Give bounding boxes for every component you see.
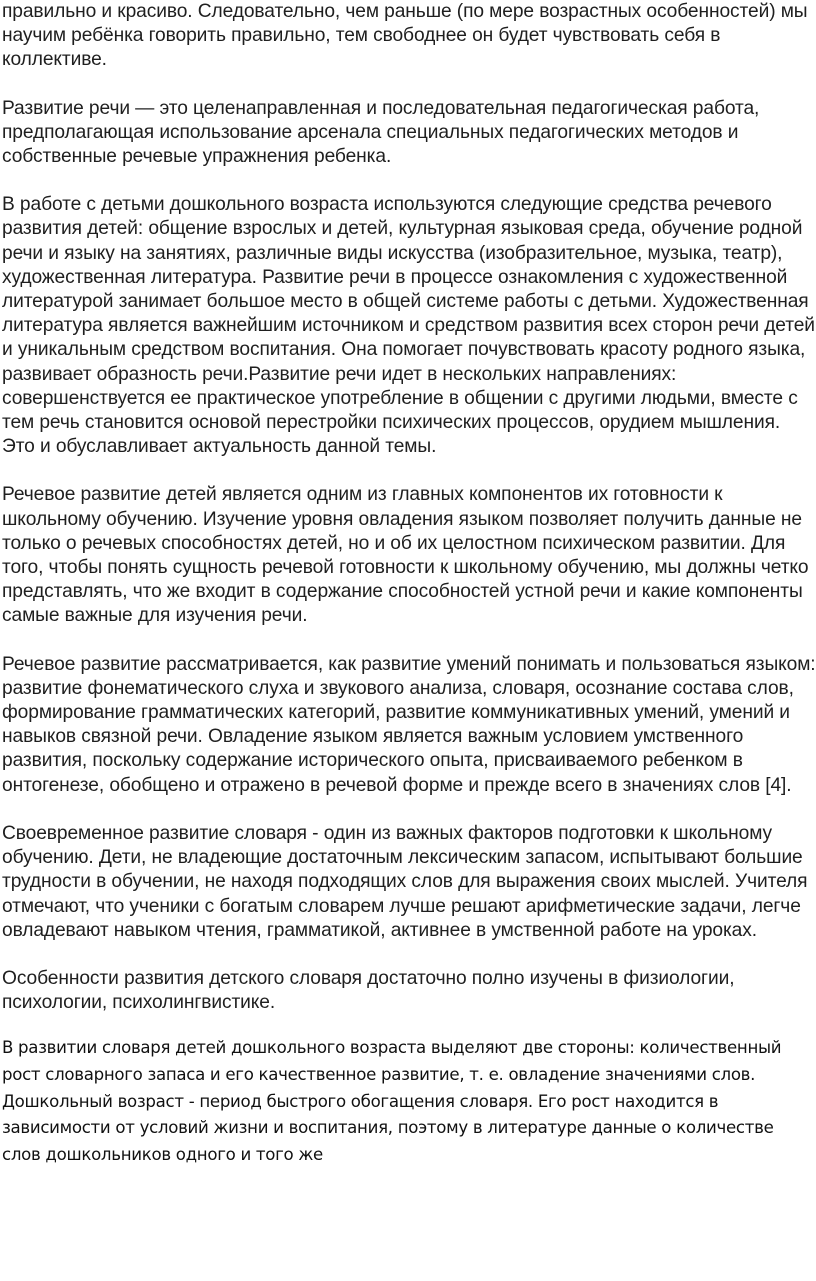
paragraph-speech-definition: Развитие речи — это целенаправленная и последовательная педагогическая работа, предполагающая использование арсенала специальных педагогических методов и собственные речевые упражнения ребенка. bbox=[2, 97, 760, 168]
paragraph-gap bbox=[2, 943, 816, 967]
paragraph-gap bbox=[2, 459, 816, 483]
paragraph-gap bbox=[2, 1015, 816, 1035]
paragraph-school-readiness: Речевое развитие детей является одним из главных компонентов их готовности к школьному обучению. Изучение уровня овладения языком позволяет получить данные не только о речевых способностях детей, но и об их целостном психическом развитии. Для того, чтобы понять сущность речевой готовности к школьному обучению, мы должны четко представлять, что же входит в содержание способностей устной речи и какие компоненты самые важные для изучения речи. bbox=[2, 484, 809, 627]
paragraph-means-of-development: В работе с детьми дошкольного возраста используются следующие средства речевого развития детей: общение взрослых и детей, культурная языковая среда, обучение родной речи и языку на занятиях, различные виды искусства (изобразительное, музыка, театр), художественная литература. Развитие речи в процессе ознакомления с художественной литературой занимает большое место в общей системе работы с детьми. Художественная литература является важнейшим источником и средством развития всех сторон речи детей и уникальным средством воспитания. Она помогает почувствовать красоту родного языка, развивает образность речи.Развитие речи идет в нескольких направлениях: совершенствуется ее практическое употребление в общении с другими людьми, вместе с тем речь становится основой перестройки психических процессов, орудием мышления. Это и обуславливает актуальность данной темы. bbox=[2, 194, 815, 458]
paragraph-gap bbox=[2, 169, 816, 193]
paragraph-vocabulary-sides: В развитии словаря детей дошкольного возраста выделяют две стороны: количественный рост словарного запаса и его качественное развитие, т. е. овладение значениями слов. Дошкольный возраст - период быстрого обогащения словаря. Его рост находится в зависимости от условий жизни и воспитания, поэтому в литературе данные о количестве слов дошкольников одного и того же bbox=[2, 1038, 782, 1164]
paragraph-gap bbox=[2, 73, 816, 97]
paragraph-speech-skills: Речевое развитие рассматривается, как развитие умений понимать и пользоваться языком: развитие фонематического слуха и звукового анализа, словаря, осознание состава слов, формирование грамматических категорий, развитие коммуникативных умений, умений и навыков связной речи. Овладение языком является важным условием умственного развития, поскольку содержание исторического опыта, присваиваемого ребенком в онтогенезе, обобщено и отражено в речевой форме и прежде всего в значениях слов [4]. bbox=[2, 653, 816, 796]
paragraph-vocabulary-studies: Особенности развития детского словаря достаточно полно изучены в физиологии, психологии, психолингвистике. bbox=[2, 967, 735, 1014]
paragraph-gap bbox=[2, 629, 816, 653]
paragraph-intro-continuation: правильно и красиво. Следовательно, чем раньше (по мере возрастных особенностей) мы научим ребёнка говорить правильно, тем свободнее он будет чувствовать себя в коллективе. bbox=[2, 1, 808, 71]
paragraph-vocabulary-importance: Своевременное развитие словаря - один из важных факторов подготовки к школьному обучению. Дети, не владеющие достаточным лексическим запасом, испытывают большие трудности в обучении, не находя подходящих слов для выражения своих мыслей. Учителя отмечают, что ученики с богатым словарем лучше решают арифметические задачи, легче овладевают навыком чтения, грамматикой, активнее в умственной работе на уроках. bbox=[2, 822, 808, 941]
paragraph-gap bbox=[2, 798, 816, 822]
